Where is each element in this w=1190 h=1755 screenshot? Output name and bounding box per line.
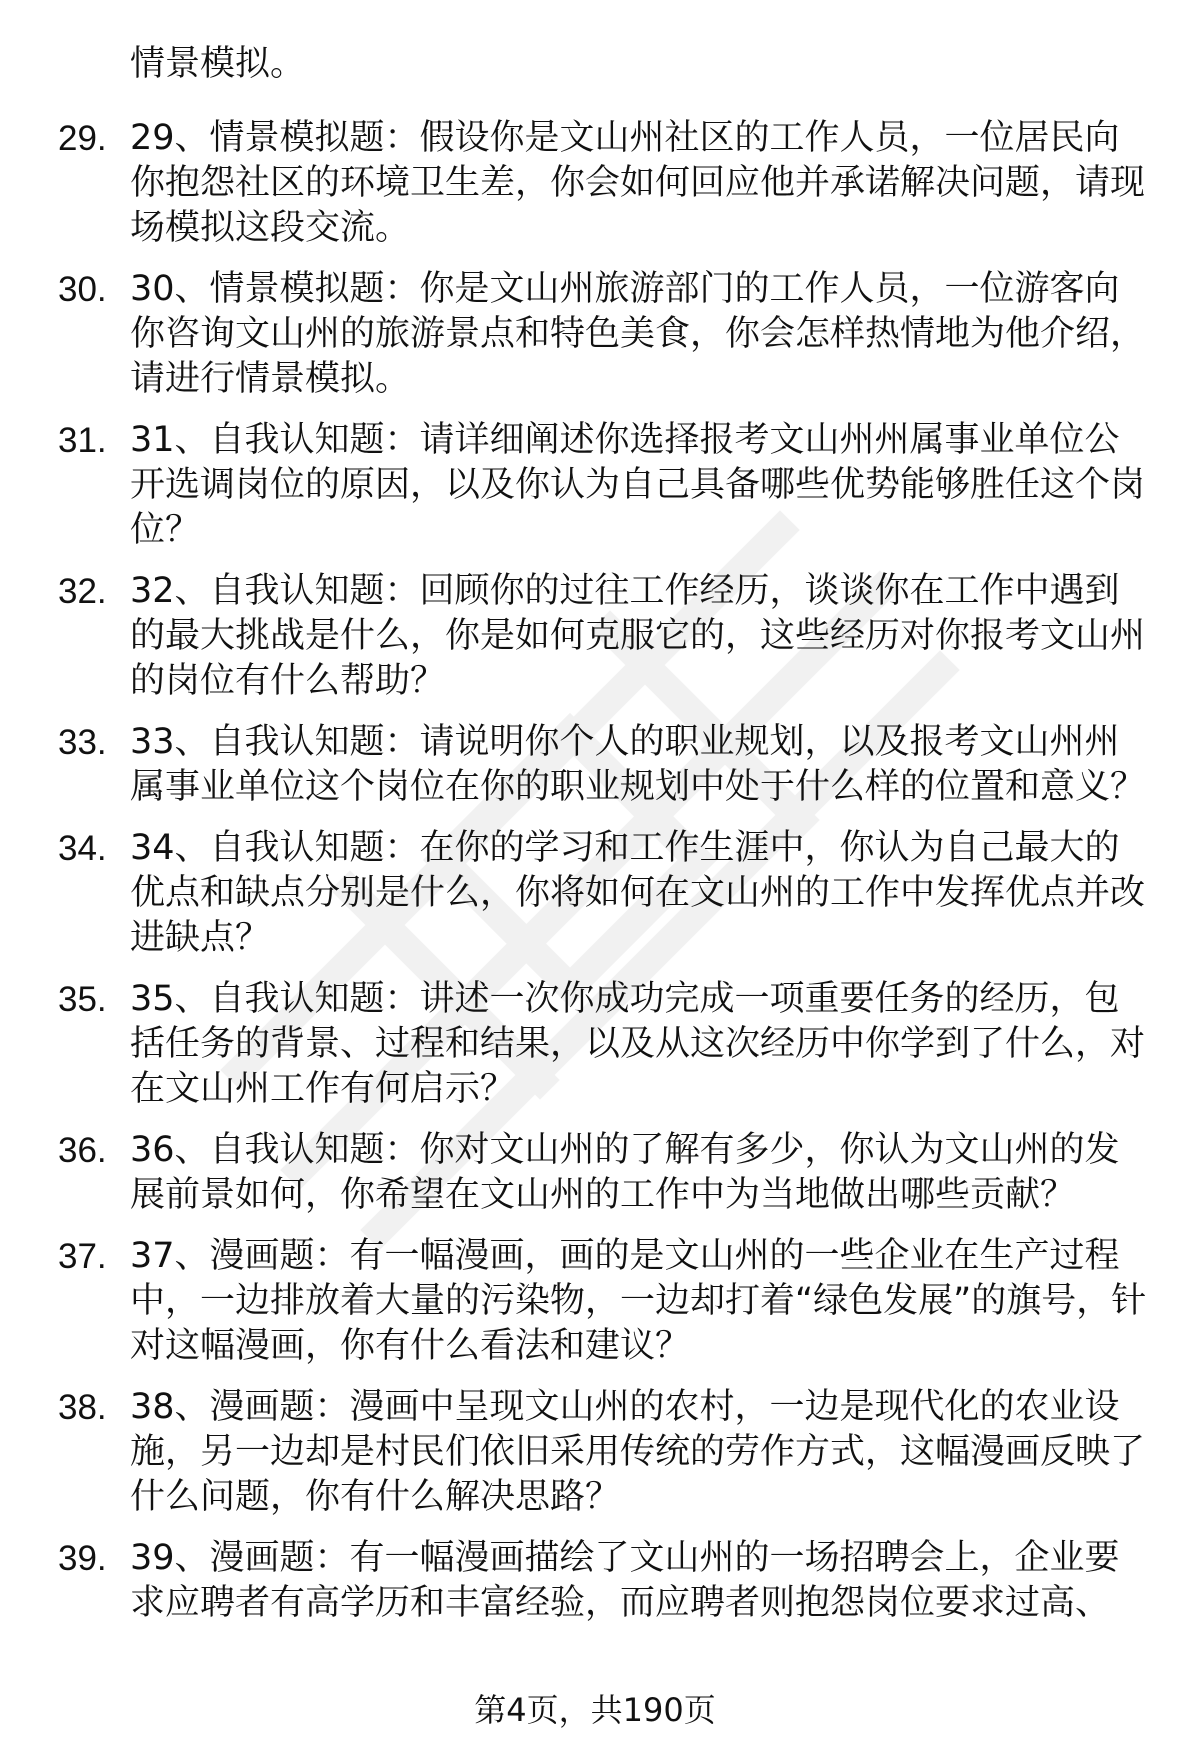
list-item (58, 1234, 1158, 1369)
item-text: 33、自我认知题：请说明你个人的职业规划，以及报考文山州州属事业单位这个岗位在你的职业规划中处于什么样的位置和意义？ (130, 722, 1146, 807)
item-number: 30. (58, 270, 107, 309)
continuation-text: 情景模拟。 (130, 44, 306, 84)
list-item (58, 267, 1158, 402)
page-footer: 第4页，共190页 (474, 1691, 716, 1729)
item-text: 31、自我认知题：请详细阐述你选择报考文山州州属事业单位公开选调岗位的原因，以及你认为自己具备哪些优势能够胜任这个岗位？ (130, 420, 1146, 550)
item-text: 30、情景模拟题：你是文山州旅游部门的工作人员，一位游客向你咨询文山州的旅游景点和特色美食，你会怎样热情地为他介绍，请进行情景模拟。 (130, 269, 1146, 399)
list-item (58, 720, 1158, 810)
list-item (58, 569, 1158, 704)
item-text: 34、自我认知题：在你的学习和工作生涯中，你认为自己最大的优点和缺点分别是什么，你将如何在文山州的工作中发挥优点并改进缺点？ (130, 828, 1146, 958)
item-text: 39、漫画题：有一幅漫画描绘了文山州的一场招聘会上，企业要求应聘者有高学历和丰富经验，而应聘者则抱怨岗位要求过高、 (130, 1538, 1120, 1623)
list-item (58, 116, 1158, 251)
item-text: 36、自我认知题：你对文山州的了解有多少，你认为文山州的发展前景如何，你希望在文山州的工作中为当地做出哪些贡献？ (130, 1130, 1120, 1215)
list-item (58, 826, 1158, 961)
question-list (58, 116, 1158, 1642)
list-item (58, 1128, 1158, 1218)
item-number: 39. (58, 1539, 107, 1578)
list-item (58, 977, 1158, 1112)
item-number: 31. (58, 421, 107, 460)
item-number: 35. (58, 980, 107, 1019)
item-text: 32、自我认知题：回顾你的过往工作经历，谈谈你在工作中遇到的最大挑战是什么，你是如何克服它的，这些经历对你报考文山州的岗位有什么帮助？ (130, 571, 1146, 701)
item-number: 34. (58, 829, 107, 868)
list-item (58, 1385, 1158, 1520)
item-text: 35、自我认知题：讲述一次你成功完成一项重要任务的经历，包括任务的背景、过程和结果，以及从这次经历中你学到了什么，对在文山州工作有何启示？ (130, 979, 1146, 1109)
item-text: 38、漫画题：漫画中呈现文山州的农村，一边是现代化的农业设施，另一边却是村民们依旧采用传统的劳作方式，这幅漫画反映了什么问题，你有什么解决思路？ (130, 1387, 1146, 1517)
item-number: 33. (58, 723, 107, 762)
list-item (58, 1536, 1158, 1626)
item-number: 37. (58, 1237, 107, 1276)
list-item (58, 418, 1158, 553)
item-text: 37、漫画题：有一幅漫画，画的是文山州的一些企业在生产过程中，一边排放着大量的污染物，一边却打着“绿色发展”的旗号，针对这幅漫画，你有什么看法和建议？ (130, 1236, 1147, 1366)
item-number: 29. (58, 119, 107, 158)
item-number: 32. (58, 572, 107, 611)
item-number: 36. (58, 1131, 107, 1170)
item-text: 29、情景模拟题：假设你是文山州社区的工作人员，一位居民向你抱怨社区的环境卫生差，你会如何回应他并承诺解决问题，请现场模拟这段交流。 (130, 118, 1146, 248)
item-number: 38. (58, 1388, 107, 1427)
